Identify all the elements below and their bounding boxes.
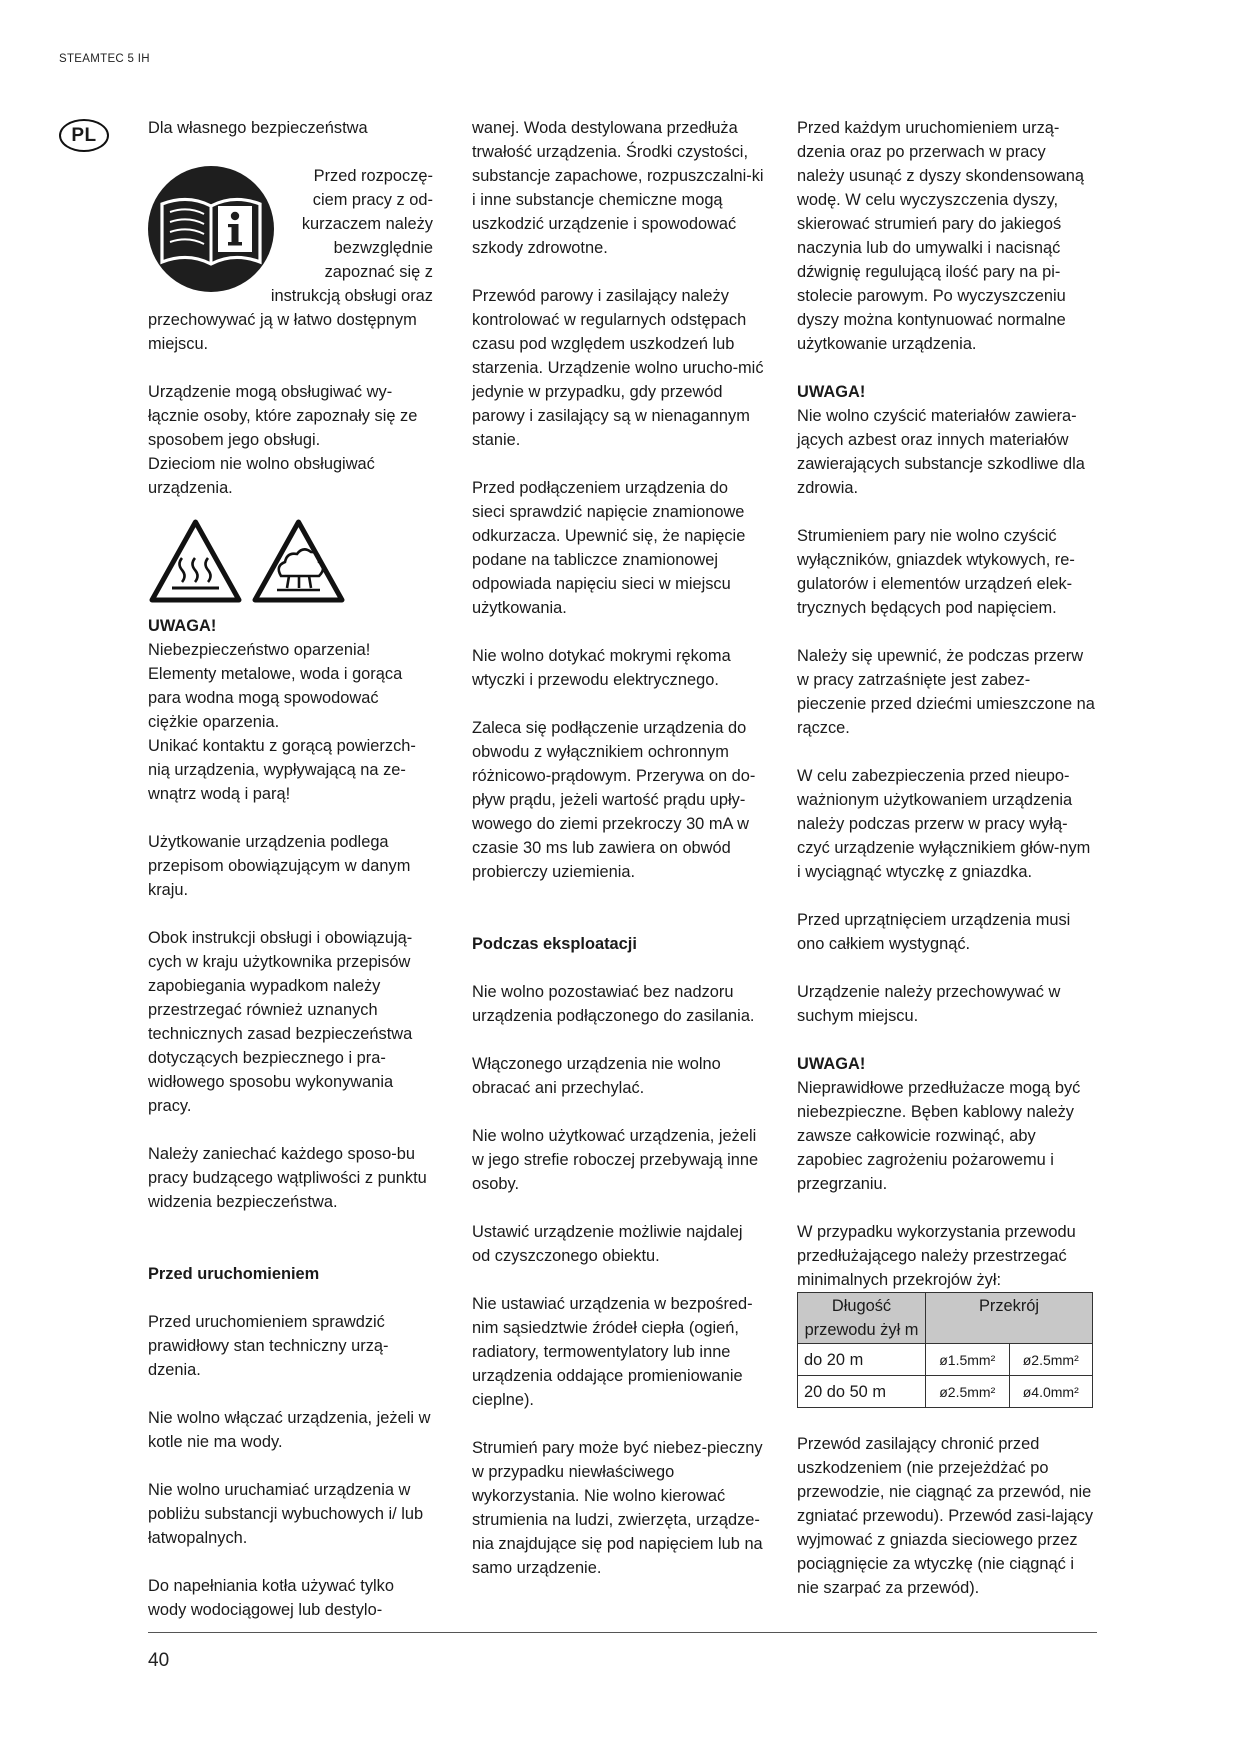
paragraph: Nie wolno pozostawiać bez nadzoru urządzenia podłączonego do zasilania. [472, 983, 755, 1025]
paragraph: Nie wolno uruchamiać urządzenia w pobliżu substancji wybuchowych i/ lub łatwopalnych. [148, 1481, 424, 1547]
paragraph: Strumieniem pary nie wolno czyścić wyłączników, gniazdek wtykowych, re-gulatorów i elementów urządzeń elek-trycznych będących pod napięciem. [797, 527, 1075, 617]
warning-line: Niebezpieczeństwo oparzenia! [148, 641, 371, 659]
paragraph: Należy zaniechać każdego sposo-bu pracy budzącego wątpliwości z punktu widzenia bezpieczeństwa. [148, 1145, 427, 1211]
table-header-length: Długość przewodu żył m [798, 1293, 926, 1344]
warning-icons [148, 518, 433, 614]
info-block [148, 164, 433, 344]
hot-steam-warning-icon [251, 518, 346, 604]
warning-line: Unikać kontaktu z gorącą powierzch-nią urządzenia, wypływającą na ze-wnątrz wodą i parą! [148, 737, 416, 803]
table-cell: ø2.5mm² [926, 1376, 1010, 1408]
info-line: Przed rozpoczę- [313, 167, 433, 185]
info-line: bezwzględnie [333, 239, 433, 257]
paragraph: Urządzenie należy przechowywać w suchym miejscu. [797, 983, 1061, 1025]
table-cell: ø2.5mm² [1009, 1344, 1093, 1376]
warning-line: Elementy metalowe, woda i gorąca para wodna mogą spowodować ciężkie oparzenia. [148, 665, 403, 731]
section-heading: Dla własnego bezpieczeństwa [148, 119, 368, 137]
paragraph: Nie wolno użytkować urządzenia, jeżeli w jego strefie roboczej przebywają inne osoby. [472, 1127, 759, 1193]
info-line: kurzaczem należy [301, 215, 433, 233]
info-line: ciem pracy z od- [312, 191, 433, 209]
paragraph: Przed podłączeniem urządzenia do sieci sprawdzić napięcie znamionowe odkurzacza. Upewnić się, że napięcie podane na tabliczce znamionowej odpowiada napięciu sieci w miejscu użytkowania. [472, 479, 746, 617]
paragraph: Przewód zasilający chronić przed uszkodzeniem (nie przejeżdżać po przewodzie, nie ciągnąć za przewód, nie zgniatać przewodu). Przewód zasi-lający wyjmować z gniazda sieciowego przez pociągnięcie za wtyczkę (nie ciągnąć i nie szarpać za przewód). [797, 1435, 1094, 1597]
paragraph: Ustawić urządzenie możliwie najdalej od czyszczonego obiektu. [472, 1223, 743, 1265]
paragraph: Przed uruchomieniem sprawdzić prawidłowy stan techniczny urzą-dzenia. [148, 1313, 389, 1379]
column-3 [797, 116, 1097, 1600]
paragraph: Przewód parowy i zasilający należy kontrolować w regularnych odstępach czasu pod względem uszkodzeń lub starzenia. Urządzenie wolno urucho-mić jedynie w przypadku, gdy przewód parowy i zasilający są w nienagannym stanie. [472, 287, 764, 449]
subsection-heading: Podczas eksploatacji [472, 935, 637, 953]
table-cell: ø4.0mm² [1009, 1376, 1093, 1408]
paragraph: Nie ustawiać urządzenia w bezpośred-nim sąsiedztwie źródeł ciepła (ogień, radiatory, termowentylatory lub inne urządzenia oddające promieniowanie cieplne). [472, 1295, 753, 1409]
subsection-heading: Przed uruchomieniem [148, 1265, 320, 1283]
table-row [798, 1376, 1093, 1408]
paragraph: Nie wolno dotykać mokrymi rękoma wtyczki i przewodu elektrycznego. [472, 647, 731, 689]
warning-text: Nieprawidłowe przedłużacze mogą być niebezpieczne. Bęben kablowy należy zawsze całkowicie rozwinąć, aby zapobiec zagrożeniu pożarowemu i przegrzaniu. [797, 1079, 1081, 1193]
language-badge: PL [59, 119, 109, 152]
page-number: 40 [148, 1650, 170, 1671]
info-text [285, 164, 433, 284]
paragraph: Należy się upewnić, że podczas przerw w pracy zatrzaśnięte jest zabez-pieczenie przed dziećmi umieszczone na rączce. [797, 647, 1095, 737]
paragraph: Włączonego urządzenia nie wolno obracać ani przechylać. [472, 1055, 721, 1097]
column-2 [472, 116, 764, 1580]
paragraph: Zaleca się podłączenie urządzenia do obwodu z wyłącznikiem ochronnym różnicowo-prądowym. Przerywa on do-pływ prądu, jeżeli wartość prądu upły-wowego do ziemi przekroczy 30 mA w czasie 30 ms lub zawiera on obwód probierczy uziemienia. [472, 719, 756, 881]
paragraph: W przypadku wykorzystania przewodu przedłużającego należy przestrzegać minimalnych przekrojów żył: [797, 1223, 1076, 1289]
paragraph: Użytkowanie urządzenia podlega przepisom obowiązującym w danym kraju. [148, 833, 411, 899]
column-1 [148, 116, 433, 1622]
warning-title: UWAGA! [148, 617, 217, 635]
paragraph: Obok instrukcji obsługi i obowiązują-cych w kraju użytkownika przepisów zapobiegania wypadkom należy przestrzegać również uznanych technicznych zasad bezpieczeństwa dotyczących bezpiecznego i pra-widłowego sposobu wykonywania pracy. [148, 929, 413, 1115]
info-continuation: przechowywać ją w łatwo dostępnym miejscu. [148, 311, 417, 353]
table-cell: do 20 m [798, 1344, 926, 1376]
paragraph: wanej. Woda destylowana przedłuża trwałość urządzenia. Środki czystości, substancje zapachowe, rozpuszczalni-ki i inne substancje chemiczne mogą uszkodzić urządzenie i spowodować szkody zdrowotne. [472, 119, 764, 257]
paragraph: W celu zabezpieczenia przed nieupo-ważnionym użytkowaniem urządzenia należy podczas przerw w pracy wyłą-czyć urządzenie wyłącznikiem głów-nym i wyciągnąć wtyczkę z gniazdka. [797, 767, 1091, 881]
paragraph: Urządzenie mogą obsługiwać wy-łącznie osoby, które zapoznały się ze sposobem jego obsługi. [148, 383, 418, 449]
document-header: STEAMTEC 5 IH [59, 53, 150, 65]
footer-divider [148, 1632, 1097, 1633]
table-row [798, 1344, 1093, 1376]
manual-info-icon [148, 166, 274, 292]
paragraph: Dzieciom nie wolno obsługiwać urządzenia. [148, 455, 375, 497]
warning-title: UWAGA! [797, 1055, 866, 1073]
table-cell: ø1.5mm² [926, 1344, 1010, 1376]
warning-text: Nie wolno czyścić materiałów zawiera-jących azbest oraz innych materiałów zawierających substancje szkodliwe dla zdrowia. [797, 407, 1085, 497]
info-line: zapoznać się z [324, 263, 433, 281]
paragraph: Do napełniania kotła używać tylko wody wodociągowej lub destylo- [148, 1577, 394, 1619]
paragraph: Nie wolno włączać urządzenia, jeżeli w kotle nie ma wody. [148, 1409, 431, 1451]
paragraph: Przed uprzątnięciem urządzenia musi ono całkiem wystygnąć. [797, 911, 1071, 953]
hot-surface-warning-icon [148, 518, 243, 604]
info-line: instrukcją obsługi oraz [270, 287, 433, 305]
paragraph: Strumień pary może być niebez-pieczny w przypadku niewłaściwego wykorzystania. Nie wolno kierować strumienia na ludzi, zwierzęta, urządze-nia znajdujące się pod napięciem lub na samo urządzenie. [472, 1439, 763, 1577]
warning-title: UWAGA! [797, 383, 866, 401]
table-cell: 20 do 50 m [798, 1376, 926, 1408]
paragraph: Przed każdym uruchomieniem urzą-dzenia oraz po przerwach w pracy należy usunąć z dyszy skondensowaną wodę. W celu wyczyszczenia dyszy, skierować strumień pary do jakiegoś naczynia lub do umywalki i nacisnąć dźwignię regulującą ilość pary na pi-stolecie parowym. Po wyczyszczeniu dyszy można kontynuować normalne użytkowanie urządzenia. [797, 119, 1085, 353]
table-header-section: Przekrój [926, 1293, 1093, 1344]
cross-section-table [797, 1292, 1093, 1408]
